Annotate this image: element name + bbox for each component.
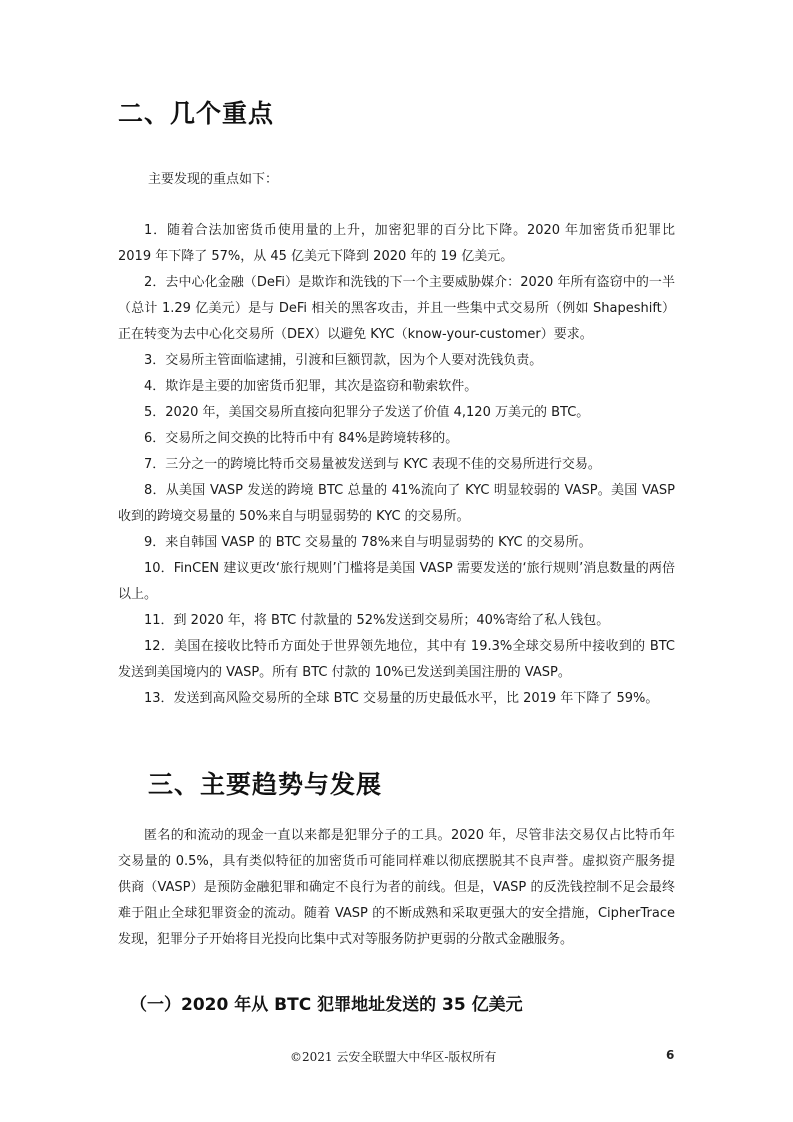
list-item: 5．2020 年，美国交易所直接向犯罪分子发送了价值 4,120 万美元的 BTC。 [144, 405, 590, 420]
list-item: 2．去中心化金融（DeFi）是欺诈和洗钱的下一个主要威胁媒介：2020 年所有盗窃中的一半（总计 1.29 亿美元）是与 DeFi 相关的黑客攻击，并且一些集中式交易所（例如 Shapeshift）正在转变为去中心化交易所（DEX）以避免 KYC（know-your-customer）要求。 [118, 275, 675, 342]
subsection-title: （一）2020 年从 BTC 犯罪地址发送的 35 亿美元 [130, 995, 523, 1015]
list-item: 6．交易所之间交换的比特币中有 84%是跨境转移的。 [144, 431, 459, 446]
list-item: 13．发送到高风险交易所的全球 BTC 交易量的历史最低水平，比 2019 年下降了 59%。 [144, 691, 659, 706]
key-findings-list [118, 218, 675, 712]
body-paragraph: 匿名的和流动的现金一直以来都是犯罪分子的工具。2020 年，尽管非法交易仅占比特币年交易量的 0.5%，具有类似特征的加密货币可能同样难以彻底摆脱其不良声誉。虚拟资产服务提供商（VASP）是预防金融犯罪和确定不良行为者的前线。但是，VASP 的反洗钱控制不足会最终难于阻止全球犯罪资金的流动。随着 VASP 的不断成熟和采取更强大的安全措施，CipherTrace 发现，犯罪分子开始将目光投向比集中式对等服务防护更弱的分散式金融服务。 [118, 828, 675, 947]
intro-text: 主要发现的重点如下： [148, 172, 279, 187]
section-title: 三、主要趋势与发展 [148, 770, 383, 799]
list-item: 3．交易所主管面临逮捕，引渡和巨额罚款，因为个人要对洗钱负责。 [144, 353, 543, 368]
page-number: 6 [666, 1048, 675, 1062]
list-item: 10．FinCEN 建议更改‘旅行规则’门槛将是美国 VASP 需要发送的‘旅行规则’消息数量的两倍以上。 [118, 561, 675, 602]
list-item: 9．来自韩国 VASP 的 BTC 交易量的 78%来自与明显弱势的 KYC 的交易所。 [144, 535, 592, 550]
list-item: 8．从美国 VASP 发送的跨境 BTC 总量的 41%流向了 KYC 明显较弱的 VASP。美国 VASP 收到的跨境交易量的 50%来自与明显弱势的 KYC 的交易所。 [118, 483, 675, 524]
copyright-footer: ©2021 云安全联盟大中华区-版权所有 [290, 1050, 497, 1064]
list-item: 11．到 2020 年，将 BTC 付款量的 52%发送到交易所；40%寄给了私人钱包。 [144, 613, 610, 628]
list-item: 7．三分之一的跨境比特币交易量被发送到与 KYC 表现不佳的交易所进行交易。 [144, 457, 601, 472]
list-item: 1．随着合法加密货币使用量的上升，加密犯罪的百分比下降。2020 年加密货币犯罪比 2019 年下降了 57%，从 45 亿美元下降到 2020 年的 19 亿美元。 [118, 223, 675, 264]
section-title: 二、几个重点 [118, 99, 275, 128]
list-item: 12．美国在接收比特币方面处于世界领先地位，其中有 19.3%全球交易所中接收到的 BTC 发送到美国境内的 VASP。所有 BTC 付款的 10%已发送到美国注册的 VASP。 [118, 639, 675, 680]
list-item: 4．欺诈是主要的加密货币犯罪，其次是盗窃和勒索软件。 [144, 379, 478, 394]
